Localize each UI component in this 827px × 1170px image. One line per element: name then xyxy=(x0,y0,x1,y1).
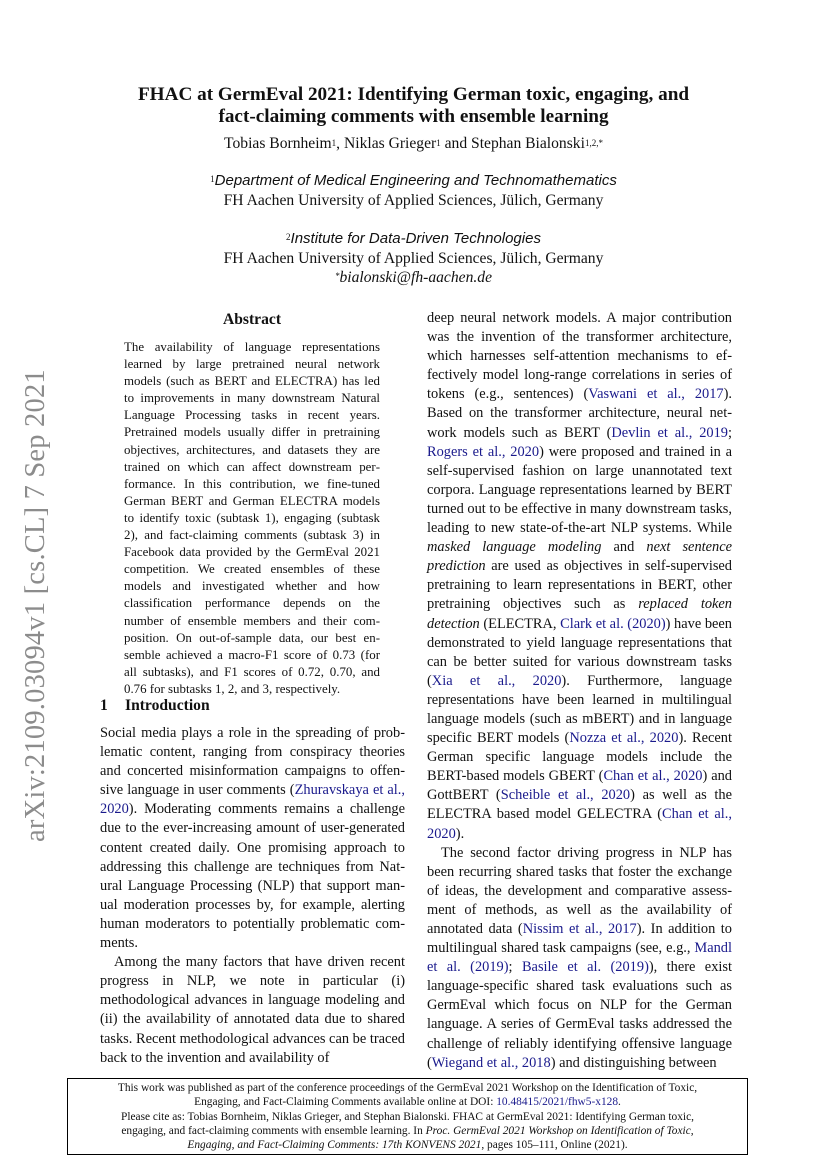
author-name: Niklas Grieger xyxy=(343,135,437,152)
citation-link[interactable]: Scheible et al., 2020 xyxy=(500,787,631,804)
section-number: 1 xyxy=(100,697,108,714)
citation-link[interactable]: Vaswani et al., 2017 xyxy=(588,386,724,403)
abstract-heading: Abstract xyxy=(222,311,282,328)
notice-line: Please cite as: Tobias Bornheim, Niklas Grieger, and Stephan Bialonski. FHAC at GermEval 2021: Identifying German toxic, xyxy=(120,1110,694,1123)
affil-mark: 1 xyxy=(210,174,215,184)
citation-link[interactable]: Mandl et al. (2019) xyxy=(427,940,732,976)
citation-link[interactable]: Chan et al., 2020 xyxy=(603,768,703,785)
right-column xyxy=(427,309,732,1073)
affil-dept: Institute for Data-Driven Technologies xyxy=(290,230,541,247)
affiliation-1 xyxy=(80,171,747,210)
title-line-1: FHAC at GermEval 2021: Identifying German toxic, engaging, and xyxy=(137,84,690,105)
intro-paragraph-3: The second factor driving progress in NLP has been recurring shared tasks that foster the exchange of ideas, the development and comparative assessment of methods, as well as the availability of annotated data (Nissim et al., 2017). In addition to multilingual shared task campaigns (see, e.g., Mandl et al. (2019); Basile et al. (2019)), there exist language-specific shared task evaluations such as GermEval which focus on NLP for the German language. A series of GermEval tasks addressed the challenge of reliably identifying offensive language (Wiegand et al., 2018) and distinguishing between xyxy=(427,844,733,1071)
citation-link[interactable]: Nissim et al., 2017 xyxy=(522,921,637,937)
publication-notice-box xyxy=(67,1078,748,1155)
author-list xyxy=(80,135,747,153)
affil-org: FH Aachen University of Applied Sciences, Jülich, Germany xyxy=(223,191,604,209)
notice-line: engaging, and fact-claiming comments with ensemble learning. In Proc. GermEval 2021 Workshop on Identification of Toxic, xyxy=(121,1124,694,1137)
contact-email[interactable]: bialonski@fh-aachen.de xyxy=(339,269,492,286)
citation-link[interactable]: Xia et al., 2020 xyxy=(431,672,562,689)
citation-link[interactable]: Rogers et al., 2020 xyxy=(427,443,540,460)
section-heading-introduction xyxy=(100,697,210,715)
intro-paragraph-2-cont: deep neural network models. A major contribution was the invention of the transformer architecture, which harnesses self-attention mechanisms to effectively model long-range correlations in series of tokens (e.g., sentences) (Vaswani et al., 2017). Based on the transformer architecture, neural network models such as BERT (Devlin et al., 2019; Rogers et al., 2020) were proposed and trained in a self-supervised fashion on large unannotated text corpora. Language representations learned by BERT turned out to be effective in many downstream tasks, leading to new state-of-the-art NLP systems. While masked language modeling and next sentence prediction are used as objectives in self-supervised pretraining to learn representations in BERT, other pretraining objectives such as replaced token detection (ELECTRA, Clark et al. (2020)) have been demonstrated to yield language representations that can be better suited for various downstream tasks (Xia et al., 2020). Furthermore, language representations have been learned in multilingual language models (such as mBERT) and in language specific BERT models (Nozza et al., 2020). Recent German specific language models include the BERT-based models GBERT (Chan et al., 2020) and GottBERT (Scheible et al., 2020) as well as the ELECTRA based model GELECTRA (Chan et al., 2020). xyxy=(427,310,733,842)
citation-link[interactable]: Zhuravskaya et al., 2020 xyxy=(100,782,405,818)
citation-link[interactable]: Chan et al., 2020 xyxy=(427,806,732,842)
affil-dept: Department of Medical Engineering and Technomathematics xyxy=(214,172,617,189)
arxiv-stamp: arXiv:2109.03094v1 [cs.CL] 7 Sep 2021 xyxy=(20,369,51,842)
affil-mark: 2 xyxy=(286,232,291,242)
affiliation-2 xyxy=(80,229,747,288)
citation-link[interactable]: Nozza et al., 2020 xyxy=(569,730,679,747)
section-title: Introduction xyxy=(125,697,210,714)
author-separator: and xyxy=(440,135,472,152)
paper-title xyxy=(80,84,747,128)
author-name: Stephan Bialonski xyxy=(471,135,585,152)
author-affil-mark: 1,2,* xyxy=(584,138,603,148)
citation-link[interactable]: Basile et al. (2019) xyxy=(521,959,649,976)
doi-link[interactable]: 10.48415/2021/fhw5-x128 xyxy=(496,1096,619,1109)
citation-link[interactable]: Clark et al. (2020) xyxy=(560,615,666,632)
author-separator: , xyxy=(336,135,344,152)
left-column xyxy=(100,724,405,1068)
affil-org: FH Aachen University of Applied Sciences, Jülich, Germany xyxy=(223,249,604,267)
citation-link[interactable]: Wiegand et al., 2018 xyxy=(431,1054,551,1071)
intro-paragraph-2: Among the many factors that have driven recent progress in NLP, we note in particular (i) methodological advances in language modeling and (ii) the availability of annotated data due to shared tasks. Recent methodological advances can be traced back to the invention and availability of xyxy=(100,954,405,1066)
email-mark: * xyxy=(335,271,340,281)
author-affil-mark: 1 xyxy=(436,138,441,148)
notice-line: Engaging, and Fact-Claiming Comments: 17th KONVENS 2021, pages 105–111, Online (2021). xyxy=(187,1139,628,1152)
abstract-body: The availability of language representations learned by large pretrained neural network models (such as BERT and ELECTRA) has led to improvements in many downstream Natural Language Processing tasks in recent years. Pretrained models usually differ in pretraining objectives, architectures, and datasets they are trained on which can affect downstream performance. In this contribution, we fine-tuned German BERT and German ELECTRA models to identify toxic (subtask 1), engaging (subtask 2), and fact-claiming comments (subtask 3) in Facebook data provided by the GermEval 2021 competition. We created ensembles of these models and investigated whether and how classification performance depends on the number of ensemble members and their composition. On out-of-sample data, our best ensemble achieved a macro-F1 score of 0.73 (for all subtasks), and F1 scores of 0.72, 0.70, and 0.76 for subtasks 1, 2, and 3, respectively. xyxy=(124,340,380,696)
notice-line: This work was published as part of the conference proceedings of the GermEval 2021 Workshop on the Identification of Toxic, xyxy=(117,1082,698,1094)
title-line-2: fact-claiming comments with ensemble learning xyxy=(218,106,609,127)
citation-link[interactable]: Devlin et al., 2019 xyxy=(611,424,728,441)
author-name: Tobias Bornheim xyxy=(224,135,332,152)
notice-line: Engaging, and Fact-Claiming Comments available online at DOI: 10.48415/2021/fhw5-x128. xyxy=(194,1096,621,1109)
author-affil-mark: 1 xyxy=(331,138,337,148)
intro-paragraph-1: Social media plays a role in the spreading of problematic content, ranging from conspiracy theories and concerted misinformation campaigns to offensive language in user comments (Zhuravskaya et al., 2020). Moderating comments remains a challenge due to the ever-increasing amount of user-generated content created daily. One promising approach to addressing this challenge are techniques from Natural Language Processing (NLP) that support manual moderation processes by, for example, alerting human moderators to potentially problematic comments. xyxy=(100,725,405,952)
